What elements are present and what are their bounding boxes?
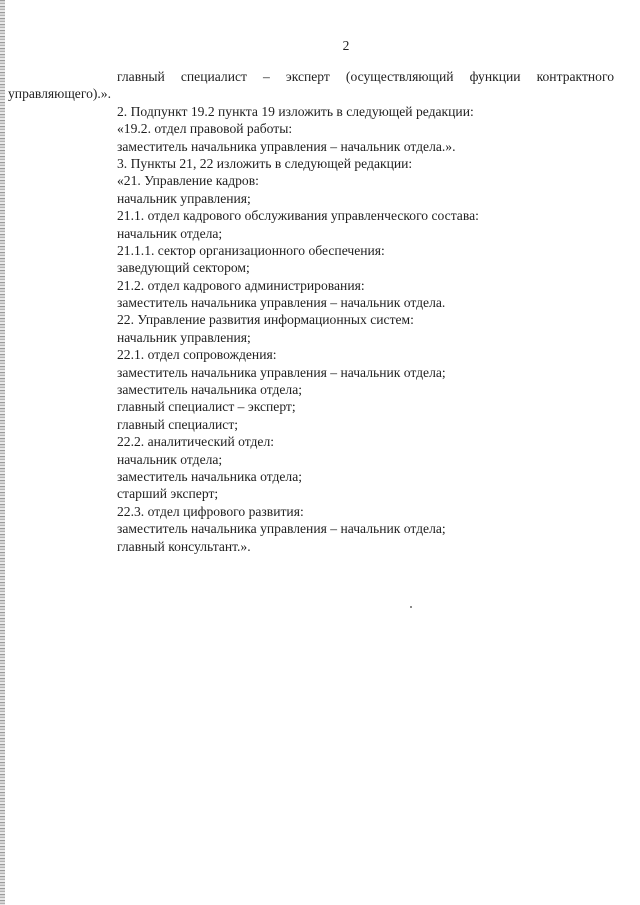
scan-speck: [410, 606, 412, 608]
document-body: [8, 68, 614, 555]
scan-edge-artifact: [0, 0, 5, 905]
paragraph-line: заместитель начальника управления – начальник отдела;: [117, 521, 446, 537]
paragraph-line: 22.3. отдел цифрового развития:: [117, 503, 304, 519]
paragraph-line: начальник управления;: [117, 190, 251, 206]
paragraph-line: «19.2. отдел правовой работы:: [117, 121, 293, 137]
paragraph-line: старший эксперт;: [117, 486, 219, 502]
paragraph-line: начальник отдела;: [117, 225, 223, 241]
paragraph-line: 2. Подпункт 19.2 пункта 19 изложить в следующей редакции:: [117, 103, 474, 119]
paragraph-line: начальник отдела;: [117, 451, 223, 467]
paragraph-line: 22. Управление развития информационных систем:: [117, 312, 414, 328]
paragraph-line: 21.1. отдел кадрового обслуживания управленческого состава:: [117, 208, 479, 224]
paragraph-line: «21. Управление кадров:: [117, 173, 259, 189]
paragraph-line: главный специалист – эксперт (осуществляющий функции контрактного: [117, 69, 614, 84]
paragraph-line: заместитель начальника управления – начальник отдела.».: [117, 138, 456, 154]
paragraph-line: 22.1. отдел сопровождения:: [117, 347, 277, 363]
paragraph-line: 3. Пункты 21, 22 изложить в следующей редакции:: [117, 155, 413, 171]
paragraph-line: главный специалист;: [117, 416, 239, 432]
paragraph-line: управляющего).».: [8, 86, 111, 102]
paragraph-line: заместитель начальника отдела;: [117, 382, 303, 398]
paragraph-line: заместитель начальника отдела;: [117, 468, 303, 484]
paragraph-line: заместитель начальника управления – начальник отдела;: [117, 364, 446, 380]
paragraph-line: начальник управления;: [117, 329, 251, 345]
paragraph-line: заведующий сектором;: [117, 260, 250, 276]
paragraph-line: заместитель начальника управления – начальник отдела.: [117, 295, 446, 311]
paragraph-line: 21.1.1. сектор организационного обеспечения:: [117, 242, 385, 258]
paragraph-line: 21.2. отдел кадрового администрирования:: [117, 277, 365, 293]
paragraph-line: главный специалист – эксперт;: [117, 399, 296, 415]
paragraph-line: 22.2. аналитический отдел:: [117, 434, 275, 450]
paragraph-line: главный консультант.».: [117, 538, 251, 554]
page-number: 2: [342, 38, 350, 53]
